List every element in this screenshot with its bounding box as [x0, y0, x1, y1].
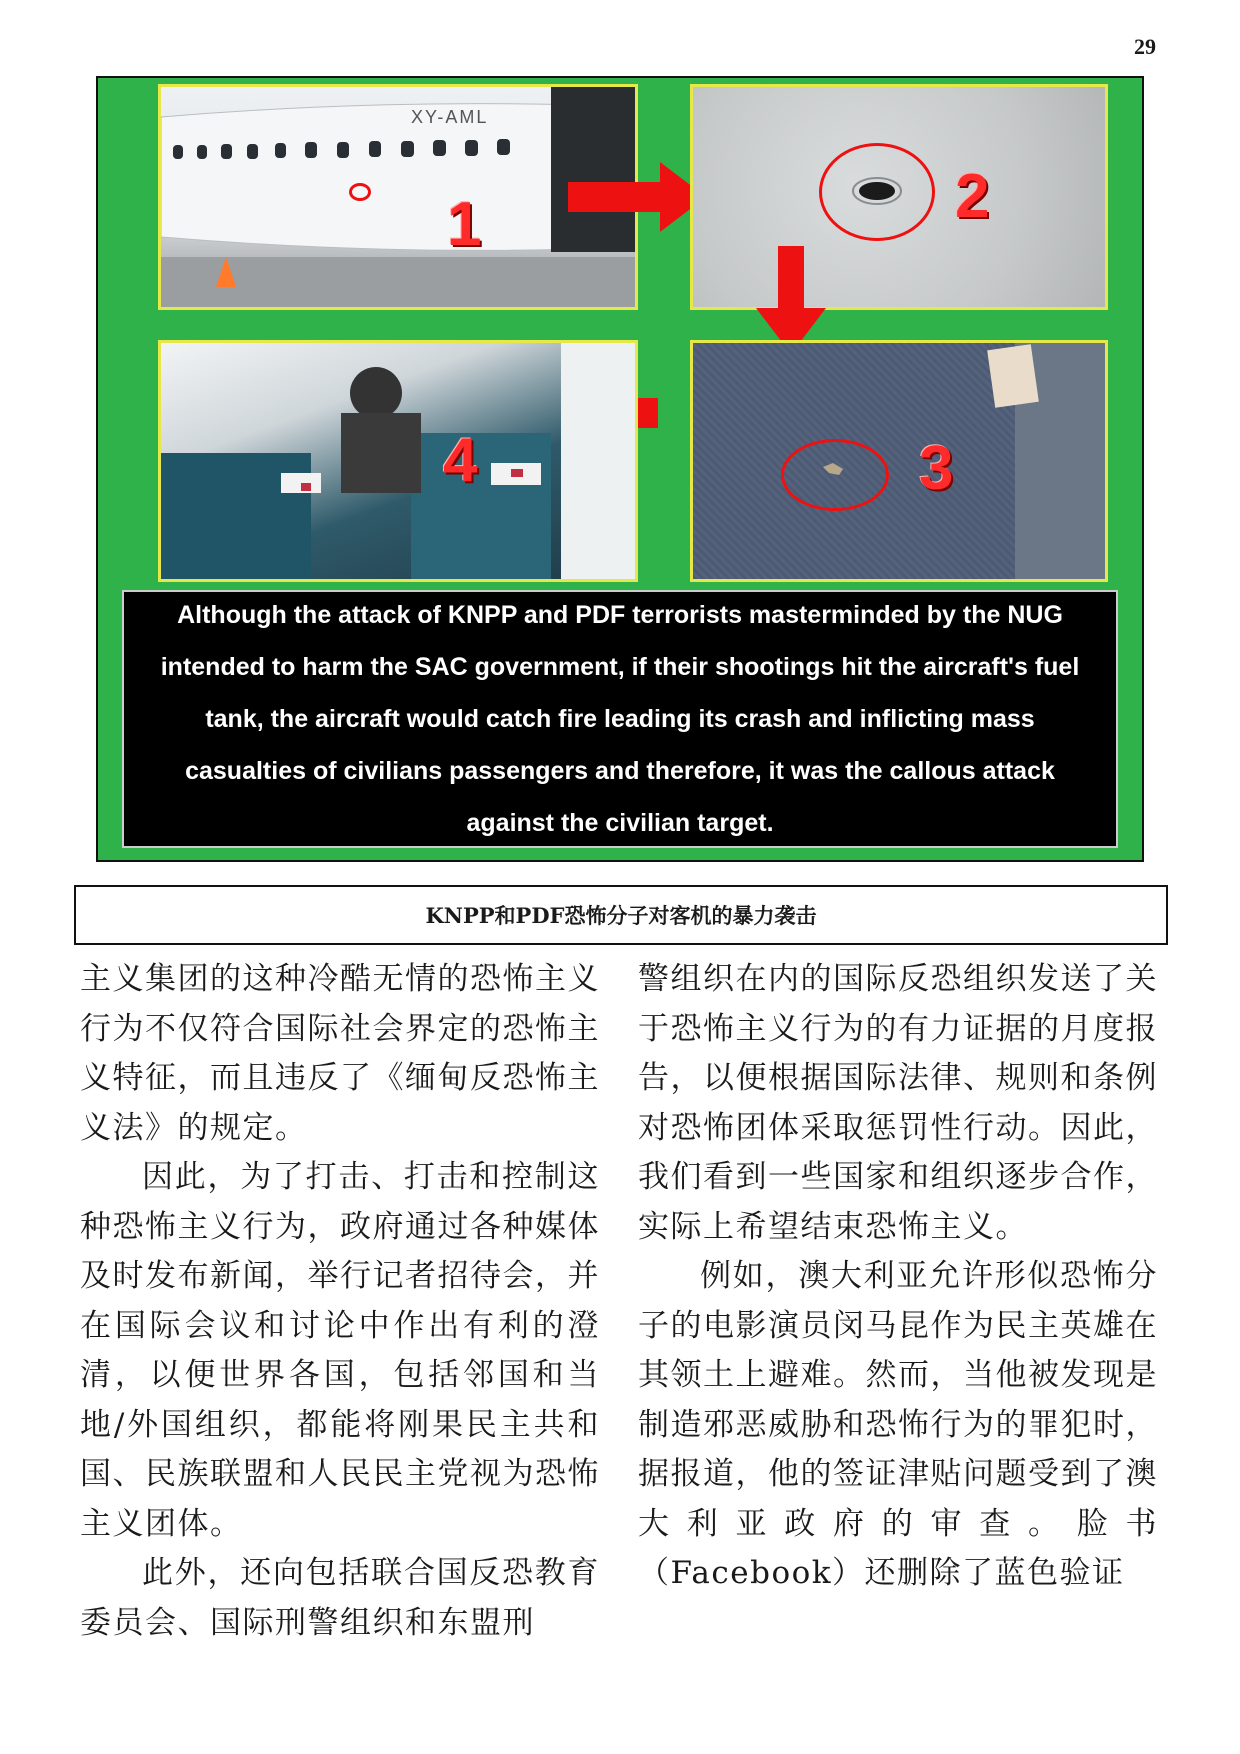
panel-number-1: 1 — [447, 190, 482, 259]
aircraft-illustration — [161, 87, 635, 307]
impact-marker-3 — [781, 439, 889, 511]
cabin-seats-illustration — [161, 343, 635, 579]
panel-number-3: 3 — [919, 434, 954, 503]
impact-marker-2 — [819, 143, 935, 241]
page-number: 29 — [1134, 34, 1156, 59]
paragraph: 因此，为了打击、打击和控制这种恐怖主义行为，政府通过各种媒体及时发布新闻，举行记者招待会，并在国际会议和讨论中作出有利的澄清，以便世界各国，包括邻国和当地/外国组织，都能将刚果民主共和国、民族联盟和人民民主党视为恐怖主义团体。 — [80, 1159, 600, 1542]
panel-aircraft-exterior — [158, 84, 638, 310]
arrow-right-icon — [568, 162, 708, 232]
paragraph: 警组织在内的国际反恐组织发送了关于恐怖主义行为的有力证据的月度报告，以便根据国际法律、规则和条例对恐怖团体采取惩罚性行动。因此，我们看到一些国家和组织逐步合作，实际上希望结束恐怖主义。 — [638, 961, 1158, 1245]
figure-caption — [122, 590, 1118, 848]
caption-text: Although the attack of KNPP and PDF terrorists masterminded by the NUG intended to harm the SAC government, if their shootings hit the aircraft's fuel tank, the aircraft would catch fire leading its crash and inflicting mass casualties of civilians passengers and therefore, it was the callous attack against the civilian target. — [160, 601, 1080, 837]
panel-bullet-hole — [690, 84, 1108, 310]
text-column-right — [638, 955, 1158, 1599]
aircraft-registration: XY-AML — [411, 107, 489, 127]
bullet-fragment-icon — [693, 343, 1105, 579]
text-column-left — [80, 955, 600, 1648]
paragraph: 例如，澳大利亚允许形似恐怖分子的电影演员闵马昆作为民主英雄在其领土上避难。然而，当他被发现是制造邪恶威胁和恐怖行为的罪犯时，据报道，他的签证津贴问题受到了澳大利亚政府的审查。脸书（Facebook）还删除了蓝色验证 — [638, 1258, 1158, 1591]
panel-number-2: 2 — [955, 162, 990, 231]
infographic-figure — [96, 76, 1144, 862]
figure-title: KNPP和PDF恐怖分子对客机的暴力袭击 — [74, 885, 1168, 945]
paragraph: 此外，还向包括联合国反恐教育委员会、国际刑警组织和东盟刑 — [80, 1555, 600, 1641]
panel-cabin-interior — [158, 340, 638, 582]
panel-number-4: 4 — [443, 426, 478, 495]
paragraph: 主义集团的这种冷酷无情的恐怖主义行为不仅符合国际社会界定的恐怖主义特征，而且违反了《缅甸反恐怖主义法》的规定。 — [80, 961, 600, 1146]
panel-cabin-floor — [690, 340, 1108, 582]
impact-marker-1 — [349, 183, 371, 201]
